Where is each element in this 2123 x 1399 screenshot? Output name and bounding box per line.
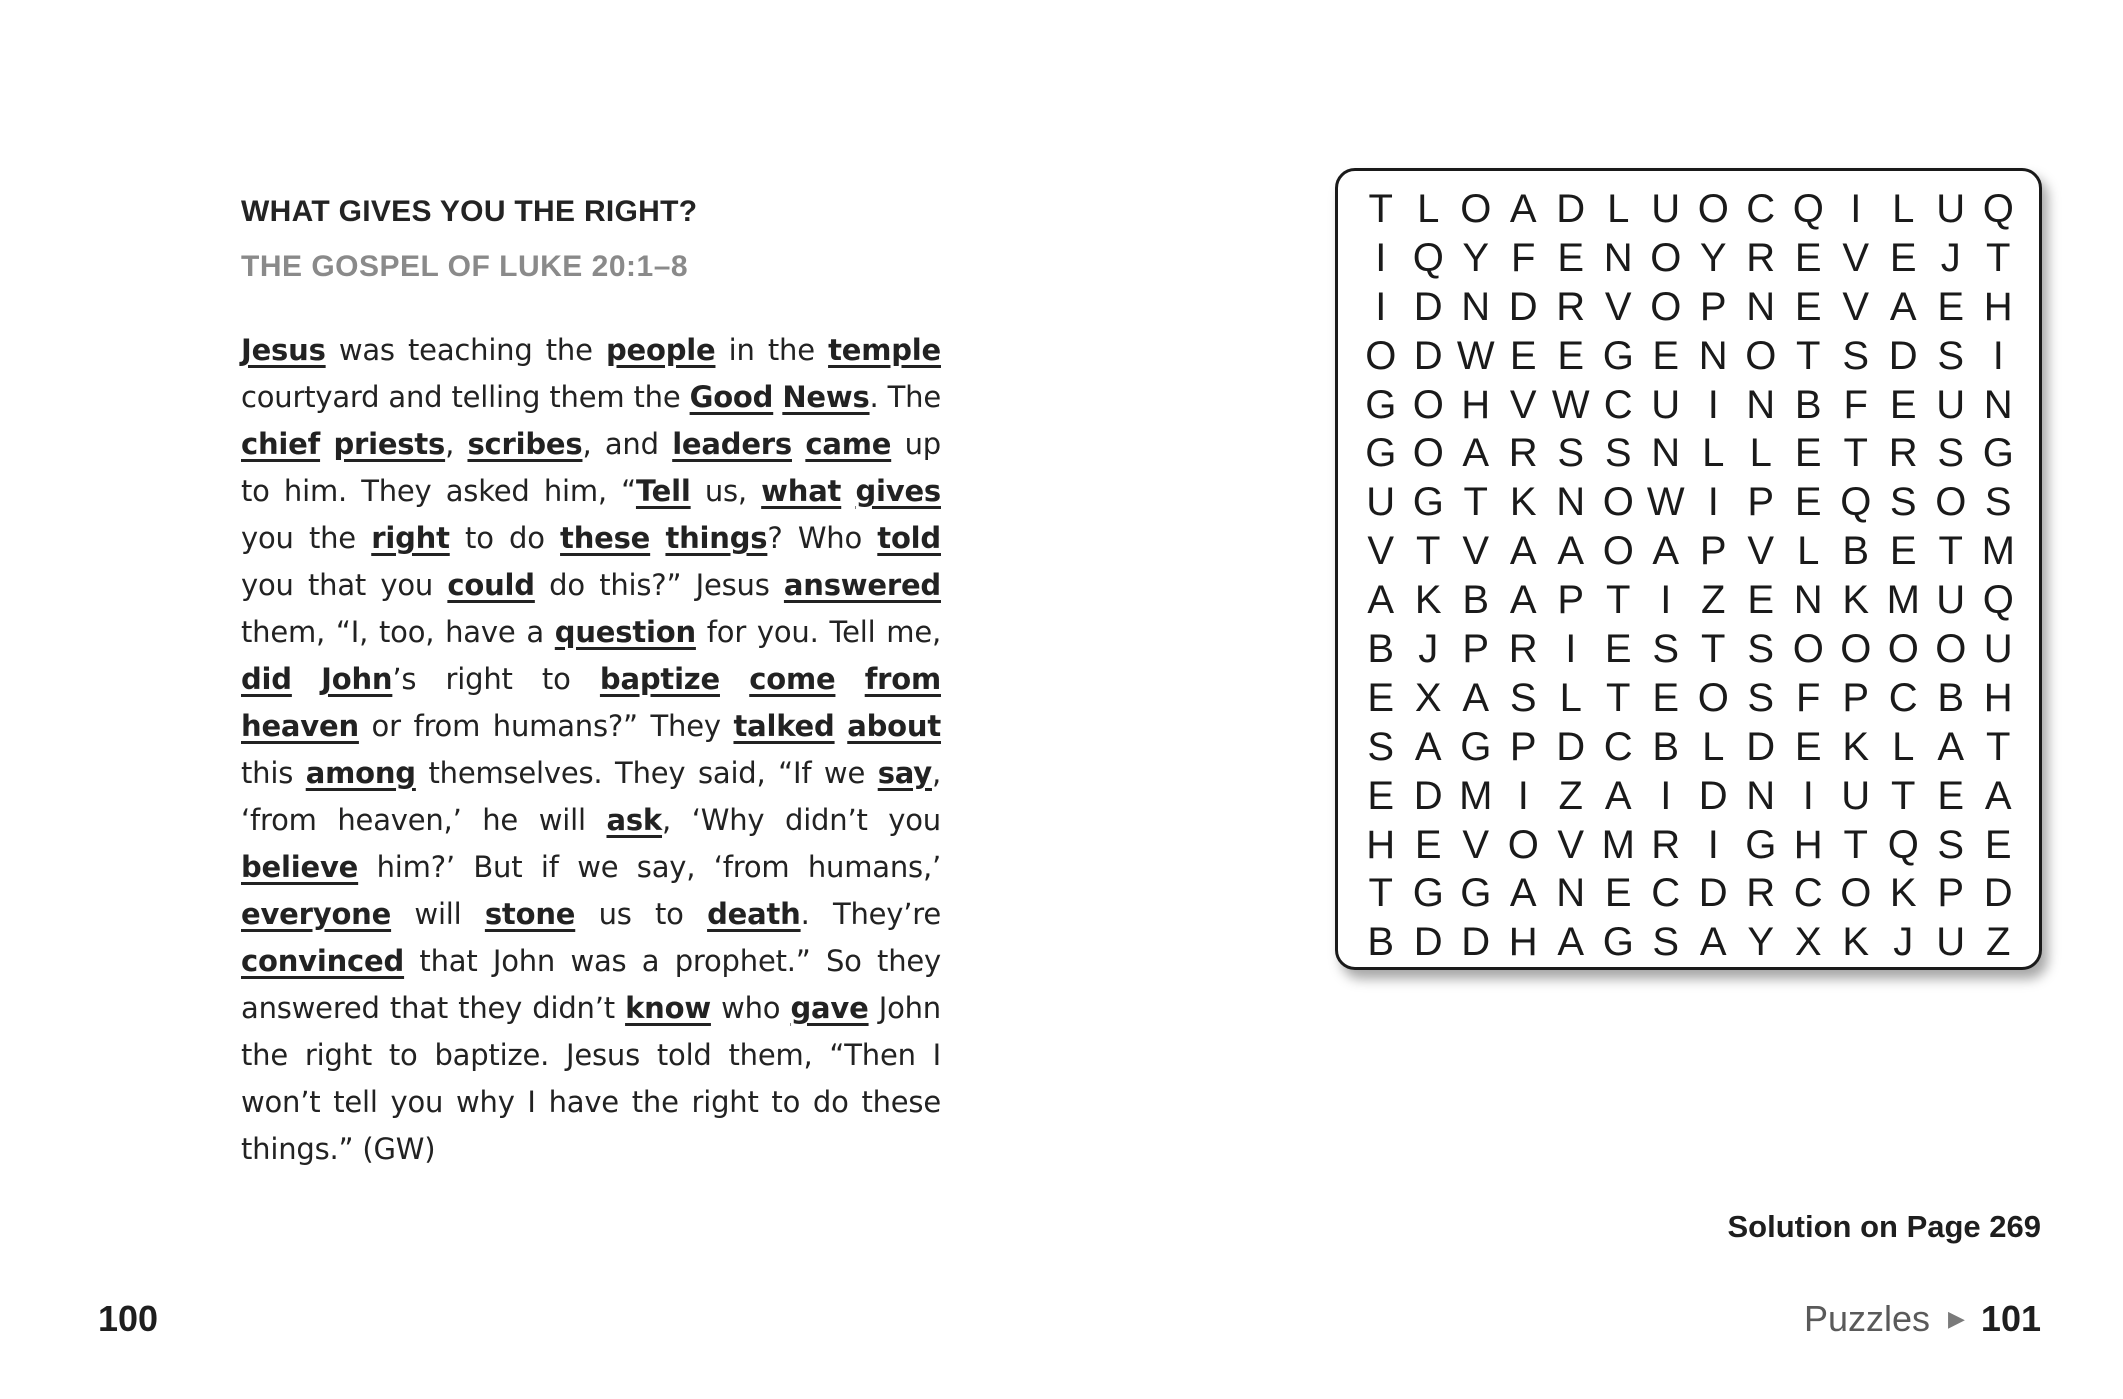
grid-letter: A bbox=[1984, 773, 2012, 818]
grid-letter: I bbox=[1375, 235, 1387, 280]
grid-letter: O bbox=[1412, 431, 1444, 476]
grid-letter: R bbox=[1508, 626, 1538, 671]
puzzle-word: stone bbox=[484, 897, 576, 931]
grid-letter: O bbox=[1697, 675, 1729, 720]
grid-letter: L bbox=[1702, 724, 1725, 769]
section-label: Puzzles bbox=[1803, 1298, 1930, 1339]
grid-letter: D bbox=[1888, 333, 1918, 378]
grid-letter: S bbox=[1842, 333, 1870, 378]
grid-letter: Z bbox=[1986, 920, 2011, 965]
grid-letter: D bbox=[1556, 724, 1586, 769]
grid-letter: N bbox=[1603, 235, 1633, 280]
grid-letter: Y bbox=[1699, 235, 1727, 280]
grid-letter: A bbox=[1509, 186, 1537, 231]
grid-letter: E bbox=[1557, 235, 1585, 280]
grid-letter: B bbox=[1462, 578, 1490, 623]
grid-letter: I bbox=[1707, 822, 1719, 867]
grid-letter: B bbox=[1937, 675, 1965, 720]
grid-letter: E bbox=[1652, 333, 1680, 378]
footer-right bbox=[1804, 1298, 2041, 1340]
grid-letter: T bbox=[1606, 675, 1631, 720]
puzzle-word: come bbox=[749, 662, 836, 696]
grid-letter: T bbox=[1938, 529, 1963, 574]
grid-letter: U bbox=[1983, 626, 2013, 671]
grid-letter: E bbox=[1604, 871, 1632, 916]
grid-letter: S bbox=[1652, 626, 1680, 671]
grid-letter: H bbox=[1983, 675, 2013, 720]
puzzle-word: question bbox=[554, 615, 696, 649]
grid-letter: V bbox=[1367, 529, 1395, 574]
grid-letter: L bbox=[1559, 675, 1582, 720]
grid-letter: A bbox=[1699, 920, 1727, 965]
grid-letter: E bbox=[1367, 773, 1395, 818]
puzzle-word: right bbox=[371, 521, 450, 555]
grid-letter: L bbox=[1892, 186, 1915, 231]
grid-letter: J bbox=[1940, 235, 1961, 280]
grid-letter: W bbox=[1551, 382, 1590, 427]
puzzle-title: WHAT GIVES YOU THE RIGHT? bbox=[241, 195, 698, 228]
puzzle-word: News bbox=[782, 380, 870, 414]
grid-letter: B bbox=[1794, 382, 1822, 427]
grid-letter: L bbox=[1417, 186, 1440, 231]
puzzle-word: leaders bbox=[672, 427, 792, 461]
grid-letter: O bbox=[1840, 871, 1872, 916]
puzzle-word: baptize bbox=[599, 662, 720, 696]
grid-letter: G bbox=[1460, 724, 1492, 769]
grid-letter: P bbox=[1842, 675, 1870, 720]
grid-letter: U bbox=[1651, 382, 1681, 427]
grid-letter: A bbox=[1937, 724, 1965, 769]
grid-letter: P bbox=[1699, 284, 1727, 329]
solution-note: Solution on Page 269 bbox=[1727, 1209, 2041, 1244]
grid-letter: G bbox=[1412, 871, 1444, 916]
grid-letter: E bbox=[1794, 235, 1822, 280]
grid-letter: T bbox=[1701, 626, 1726, 671]
grid-letter: K bbox=[1509, 480, 1537, 525]
grid-letter: Y bbox=[1462, 235, 1490, 280]
grid-letter: O bbox=[1697, 186, 1729, 231]
grid-letter: I bbox=[1565, 626, 1577, 671]
grid-letter: H bbox=[1983, 284, 2013, 329]
grid-letter: M bbox=[1981, 529, 2015, 574]
grid-letter: I bbox=[1802, 773, 1814, 818]
puzzle-word: Tell bbox=[635, 474, 691, 508]
grid-letter: L bbox=[1702, 431, 1725, 476]
grid-letter: A bbox=[1367, 578, 1395, 623]
grid-letter: F bbox=[1796, 675, 1821, 720]
grid-letter: E bbox=[1367, 675, 1395, 720]
grid-letter: H bbox=[1793, 822, 1823, 867]
grid-letter: U bbox=[1936, 920, 1966, 965]
grid-letter: D bbox=[1698, 871, 1728, 916]
grid-letter: U bbox=[1651, 186, 1681, 231]
puzzle-word: gives bbox=[855, 474, 941, 508]
grid-letter: O bbox=[1935, 626, 1967, 671]
grid-letter: D bbox=[1413, 284, 1443, 329]
grid-letter: T bbox=[1843, 431, 1868, 476]
grid-letter: G bbox=[1460, 871, 1492, 916]
grid-letter: V bbox=[1462, 822, 1490, 867]
grid-letter: A bbox=[1509, 529, 1537, 574]
grid-letter: P bbox=[1557, 578, 1585, 623]
grid-letter: G bbox=[1745, 822, 1777, 867]
grid-letter: T bbox=[1416, 529, 1441, 574]
grid-letter: F bbox=[1843, 382, 1868, 427]
grid-letter: O bbox=[1840, 626, 1872, 671]
grid-letter: O bbox=[1602, 480, 1634, 525]
grid-letter: P bbox=[1937, 871, 1965, 916]
grid-letter: I bbox=[1992, 333, 2004, 378]
grid-letter: I bbox=[1850, 186, 1862, 231]
grid-letter: P bbox=[1699, 529, 1727, 574]
grid-letter: P bbox=[1509, 724, 1537, 769]
grid-letter: N bbox=[1556, 480, 1586, 525]
grid-letter: A bbox=[1462, 431, 1490, 476]
grid-letter: S bbox=[1937, 431, 1965, 476]
grid-letter: U bbox=[1841, 773, 1871, 818]
grid-letter: E bbox=[1794, 480, 1822, 525]
play-arrow-icon: ▶ bbox=[1948, 1306, 1965, 1331]
scripture-passage: Jesus was teaching the people in the temple courtyard and telling them the Good News. The chief priests, scribes, and leaders came up to him. They asked him, “Tell us, what gives you the right to do these things? Who told you that you could do this?” Jesus answered them, “I, too, have a question for you. Tell me, did John’s right to baptize come from heaven or from humans?” They talked about this among themselves. They said, “If we say, ‘from heaven,’ he will ask, ‘Why didn’t you believe him?’ But if we say, ‘from humans,’ everyone will stone us to death. They’re convinced that John was a prophet.” So they answered that they didn’t know who gave John the right to baptize. Jesus told them, “Then I won’t tell you why I have the right to do these things.” (GW) bbox=[241, 333, 941, 1166]
grid-letter: L bbox=[1797, 529, 1820, 574]
puzzle-subtitle: THE GOSPEL OF LUKE 20:1–8 bbox=[241, 250, 689, 283]
grid-letter: U bbox=[1936, 578, 1966, 623]
grid-letter: C bbox=[1603, 382, 1633, 427]
grid-letter: S bbox=[1747, 626, 1775, 671]
grid-letter: T bbox=[1986, 235, 2011, 280]
puzzle-word: priests bbox=[333, 427, 446, 461]
grid-letter: N bbox=[1651, 431, 1681, 476]
page-number-right: 101 bbox=[1980, 1298, 2041, 1339]
page-number-left: 100 bbox=[98, 1298, 159, 1339]
grid-letter: N bbox=[1746, 284, 1776, 329]
grid-letter: R bbox=[1746, 871, 1776, 916]
puzzle-word: chief bbox=[241, 427, 321, 461]
grid-letter: O bbox=[1650, 235, 1682, 280]
grid-letter: E bbox=[1937, 284, 1965, 329]
grid-letter: N bbox=[1556, 871, 1586, 916]
grid-letter: T bbox=[1796, 333, 1821, 378]
grid-letter: S bbox=[1747, 675, 1775, 720]
grid-letter: U bbox=[1366, 480, 1396, 525]
grid-letter: E bbox=[1747, 578, 1775, 623]
grid-letter: R bbox=[1651, 822, 1681, 867]
puzzle-word: John bbox=[321, 662, 393, 696]
grid-letter: V bbox=[1842, 235, 1870, 280]
grid-letter: D bbox=[1413, 333, 1443, 378]
grid-letter: E bbox=[1414, 822, 1442, 867]
grid-letter: I bbox=[1660, 578, 1672, 623]
grid-letter: E bbox=[1794, 431, 1822, 476]
puzzle-word: temple bbox=[828, 333, 941, 367]
puzzle-word: among bbox=[305, 756, 416, 790]
grid-letter: C bbox=[1746, 186, 1776, 231]
puzzle-word: believe bbox=[241, 850, 359, 884]
puzzle-word: what bbox=[761, 474, 842, 508]
puzzle-word: from bbox=[864, 662, 941, 696]
grid-letter: D bbox=[1698, 773, 1728, 818]
grid-letter: V bbox=[1842, 284, 1870, 329]
grid-letter: I bbox=[1375, 284, 1387, 329]
puzzle-word: these bbox=[560, 521, 651, 555]
grid-letter: G bbox=[1412, 480, 1444, 525]
grid-letter: H bbox=[1366, 822, 1396, 867]
puzzle-word: told bbox=[877, 521, 941, 555]
grid-letter: B bbox=[1367, 920, 1395, 965]
grid-letter: M bbox=[1459, 773, 1493, 818]
grid-letter: G bbox=[1365, 431, 1397, 476]
grid-letter: I bbox=[1660, 773, 1672, 818]
grid-letter: M bbox=[1601, 822, 1635, 867]
grid-letter: O bbox=[1365, 333, 1397, 378]
grid-letter: U bbox=[1936, 186, 1966, 231]
grid-letter: L bbox=[1607, 186, 1630, 231]
grid-letter: B bbox=[1652, 724, 1680, 769]
grid-letter: D bbox=[1983, 871, 2013, 916]
grid-letter: T bbox=[1843, 822, 1868, 867]
grid-letter: K bbox=[1842, 724, 1870, 769]
grid-letter: E bbox=[1889, 382, 1917, 427]
grid-letter: V bbox=[1747, 529, 1775, 574]
grid-letter: K bbox=[1889, 871, 1917, 916]
puzzle-word: say bbox=[877, 756, 932, 790]
grid-letter: T bbox=[1891, 773, 1916, 818]
grid-letter: O bbox=[1650, 284, 1682, 329]
grid-letter: K bbox=[1842, 578, 1870, 623]
grid-letter: X bbox=[1414, 675, 1442, 720]
puzzle-word: Good bbox=[689, 380, 774, 414]
grid-letter: B bbox=[1842, 529, 1870, 574]
puzzle-word: did bbox=[241, 662, 292, 696]
grid-letter: S bbox=[1889, 480, 1917, 525]
puzzle-word: things bbox=[665, 521, 768, 555]
grid-letter: Z bbox=[1701, 578, 1726, 623]
grid-letter: C bbox=[1603, 724, 1633, 769]
puzzle-word: ask bbox=[606, 803, 663, 837]
grid-letter: O bbox=[1887, 626, 1919, 671]
puzzle-word: know bbox=[625, 991, 711, 1025]
puzzle-word: convinced bbox=[241, 944, 405, 978]
grid-letter: I bbox=[1707, 382, 1719, 427]
grid-letter: O bbox=[1507, 822, 1539, 867]
grid-letter: G bbox=[1602, 920, 1634, 965]
grid-letter: N bbox=[1793, 578, 1823, 623]
grid-letter: A bbox=[1604, 773, 1632, 818]
grid-letter: E bbox=[1889, 529, 1917, 574]
grid-letter: T bbox=[1606, 578, 1631, 623]
grid-letter: N bbox=[1698, 333, 1728, 378]
grid-letter: X bbox=[1794, 920, 1822, 965]
grid-letter: A bbox=[1889, 284, 1917, 329]
grid-letter: L bbox=[1892, 724, 1915, 769]
grid-letter: V bbox=[1557, 822, 1585, 867]
grid-letter: C bbox=[1888, 675, 1918, 720]
grid-letter: P bbox=[1747, 480, 1775, 525]
grid-letter: D bbox=[1413, 773, 1443, 818]
grid-letter: N bbox=[1983, 382, 2013, 427]
grid-letter: Q bbox=[1412, 235, 1444, 280]
grid-letter: K bbox=[1842, 920, 1870, 965]
grid-letter: A bbox=[1557, 529, 1585, 574]
grid-letter: O bbox=[1460, 186, 1492, 231]
grid-letter: Q bbox=[1982, 578, 2014, 623]
grid-letter: S bbox=[1367, 724, 1395, 769]
grid-letter: C bbox=[1793, 871, 1823, 916]
puzzle-word: heaven bbox=[241, 709, 359, 743]
grid-letter: O bbox=[1412, 382, 1444, 427]
grid-letter: V bbox=[1509, 382, 1537, 427]
puzzle-word: could bbox=[447, 568, 535, 602]
grid-letter: U bbox=[1936, 382, 1966, 427]
grid-letter: D bbox=[1461, 920, 1491, 965]
grid-letter: T bbox=[1368, 186, 1393, 231]
puzzle-word: everyone bbox=[241, 897, 392, 931]
grid-letter: Q bbox=[1982, 186, 2014, 231]
grid-letter: G bbox=[1365, 382, 1397, 427]
grid-letter: E bbox=[1652, 675, 1680, 720]
grid-letter: R bbox=[1556, 284, 1586, 329]
grid-letter: S bbox=[1937, 822, 1965, 867]
grid-letter: A bbox=[1462, 675, 1490, 720]
grid-letter: J bbox=[1893, 920, 1914, 965]
grid-letter: Q bbox=[1792, 186, 1824, 231]
grid-letter: E bbox=[1984, 822, 2012, 867]
grid-letter: T bbox=[1368, 871, 1393, 916]
grid-letter: S bbox=[1652, 920, 1680, 965]
grid-letter: O bbox=[1602, 529, 1634, 574]
grid-letter: H bbox=[1461, 382, 1491, 427]
grid-letter: E bbox=[1509, 333, 1537, 378]
grid-letter: W bbox=[1646, 480, 1685, 525]
puzzle-word: about bbox=[847, 709, 941, 743]
puzzle-word: came bbox=[805, 427, 892, 461]
puzzle-word: Jesus bbox=[241, 333, 326, 367]
grid-letter: D bbox=[1508, 284, 1538, 329]
grid-letter: H bbox=[1508, 920, 1538, 965]
grid-letter: N bbox=[1746, 382, 1776, 427]
grid-letter: D bbox=[1413, 920, 1443, 965]
letter-grid bbox=[1357, 185, 2022, 967]
grid-letter: S bbox=[1937, 333, 1965, 378]
grid-letter: K bbox=[1414, 578, 1442, 623]
grid-letter: N bbox=[1746, 773, 1776, 818]
grid-letter: T bbox=[1986, 724, 2011, 769]
grid-letter: S bbox=[1604, 431, 1632, 476]
puzzle-word: scribes bbox=[467, 427, 583, 461]
puzzle-word: talked bbox=[733, 709, 835, 743]
grid-letter: E bbox=[1604, 626, 1632, 671]
grid-letter: T bbox=[1463, 480, 1488, 525]
grid-letter: I bbox=[1707, 480, 1719, 525]
grid-letter: Z bbox=[1558, 773, 1583, 818]
grid-letter: D bbox=[1746, 724, 1776, 769]
puzzle-word: death bbox=[707, 897, 801, 931]
grid-letter: O bbox=[1935, 480, 1967, 525]
grid-letter: E bbox=[1794, 724, 1822, 769]
word-search-grid bbox=[1335, 168, 2042, 970]
grid-letter: E bbox=[1794, 284, 1822, 329]
grid-letter: W bbox=[1456, 333, 1495, 378]
grid-letter: O bbox=[1792, 626, 1824, 671]
grid-letter: N bbox=[1461, 284, 1491, 329]
grid-letter: G bbox=[1602, 333, 1634, 378]
grid-letter: L bbox=[1749, 431, 1772, 476]
grid-letter: J bbox=[1418, 626, 1439, 671]
grid-letter: S bbox=[1509, 675, 1537, 720]
grid-letter: Q bbox=[1840, 480, 1872, 525]
grid-letter: O bbox=[1745, 333, 1777, 378]
grid-letter: B bbox=[1367, 626, 1395, 671]
puzzle-word: people bbox=[605, 333, 716, 367]
grid-letter: A bbox=[1509, 578, 1537, 623]
grid-letter: Y bbox=[1747, 920, 1775, 965]
grid-letter: S bbox=[1984, 480, 2012, 525]
grid-letter: I bbox=[1517, 773, 1529, 818]
grid-letter: S bbox=[1557, 431, 1585, 476]
grid-letter: A bbox=[1414, 724, 1442, 769]
grid-letter: C bbox=[1651, 871, 1681, 916]
puzzle-word: gave bbox=[790, 991, 869, 1025]
grid-letter: F bbox=[1511, 235, 1536, 280]
grid-letter: E bbox=[1889, 235, 1917, 280]
grid-letter: A bbox=[1557, 920, 1585, 965]
puzzle-word: answered bbox=[783, 568, 941, 602]
grid-letter: A bbox=[1509, 871, 1537, 916]
grid-letter: V bbox=[1604, 284, 1632, 329]
grid-letter: R bbox=[1888, 431, 1918, 476]
grid-letter: G bbox=[1982, 431, 2014, 476]
grid-letter: D bbox=[1556, 186, 1586, 231]
grid-letter: M bbox=[1886, 578, 1920, 623]
grid-letter: R bbox=[1508, 431, 1538, 476]
grid-letter: P bbox=[1462, 626, 1490, 671]
grid-letter: Q bbox=[1887, 822, 1919, 867]
grid-letter: E bbox=[1557, 333, 1585, 378]
grid-letter: A bbox=[1652, 529, 1680, 574]
grid-letter: E bbox=[1937, 773, 1965, 818]
grid-letter: R bbox=[1746, 235, 1776, 280]
grid-letter: V bbox=[1462, 529, 1490, 574]
